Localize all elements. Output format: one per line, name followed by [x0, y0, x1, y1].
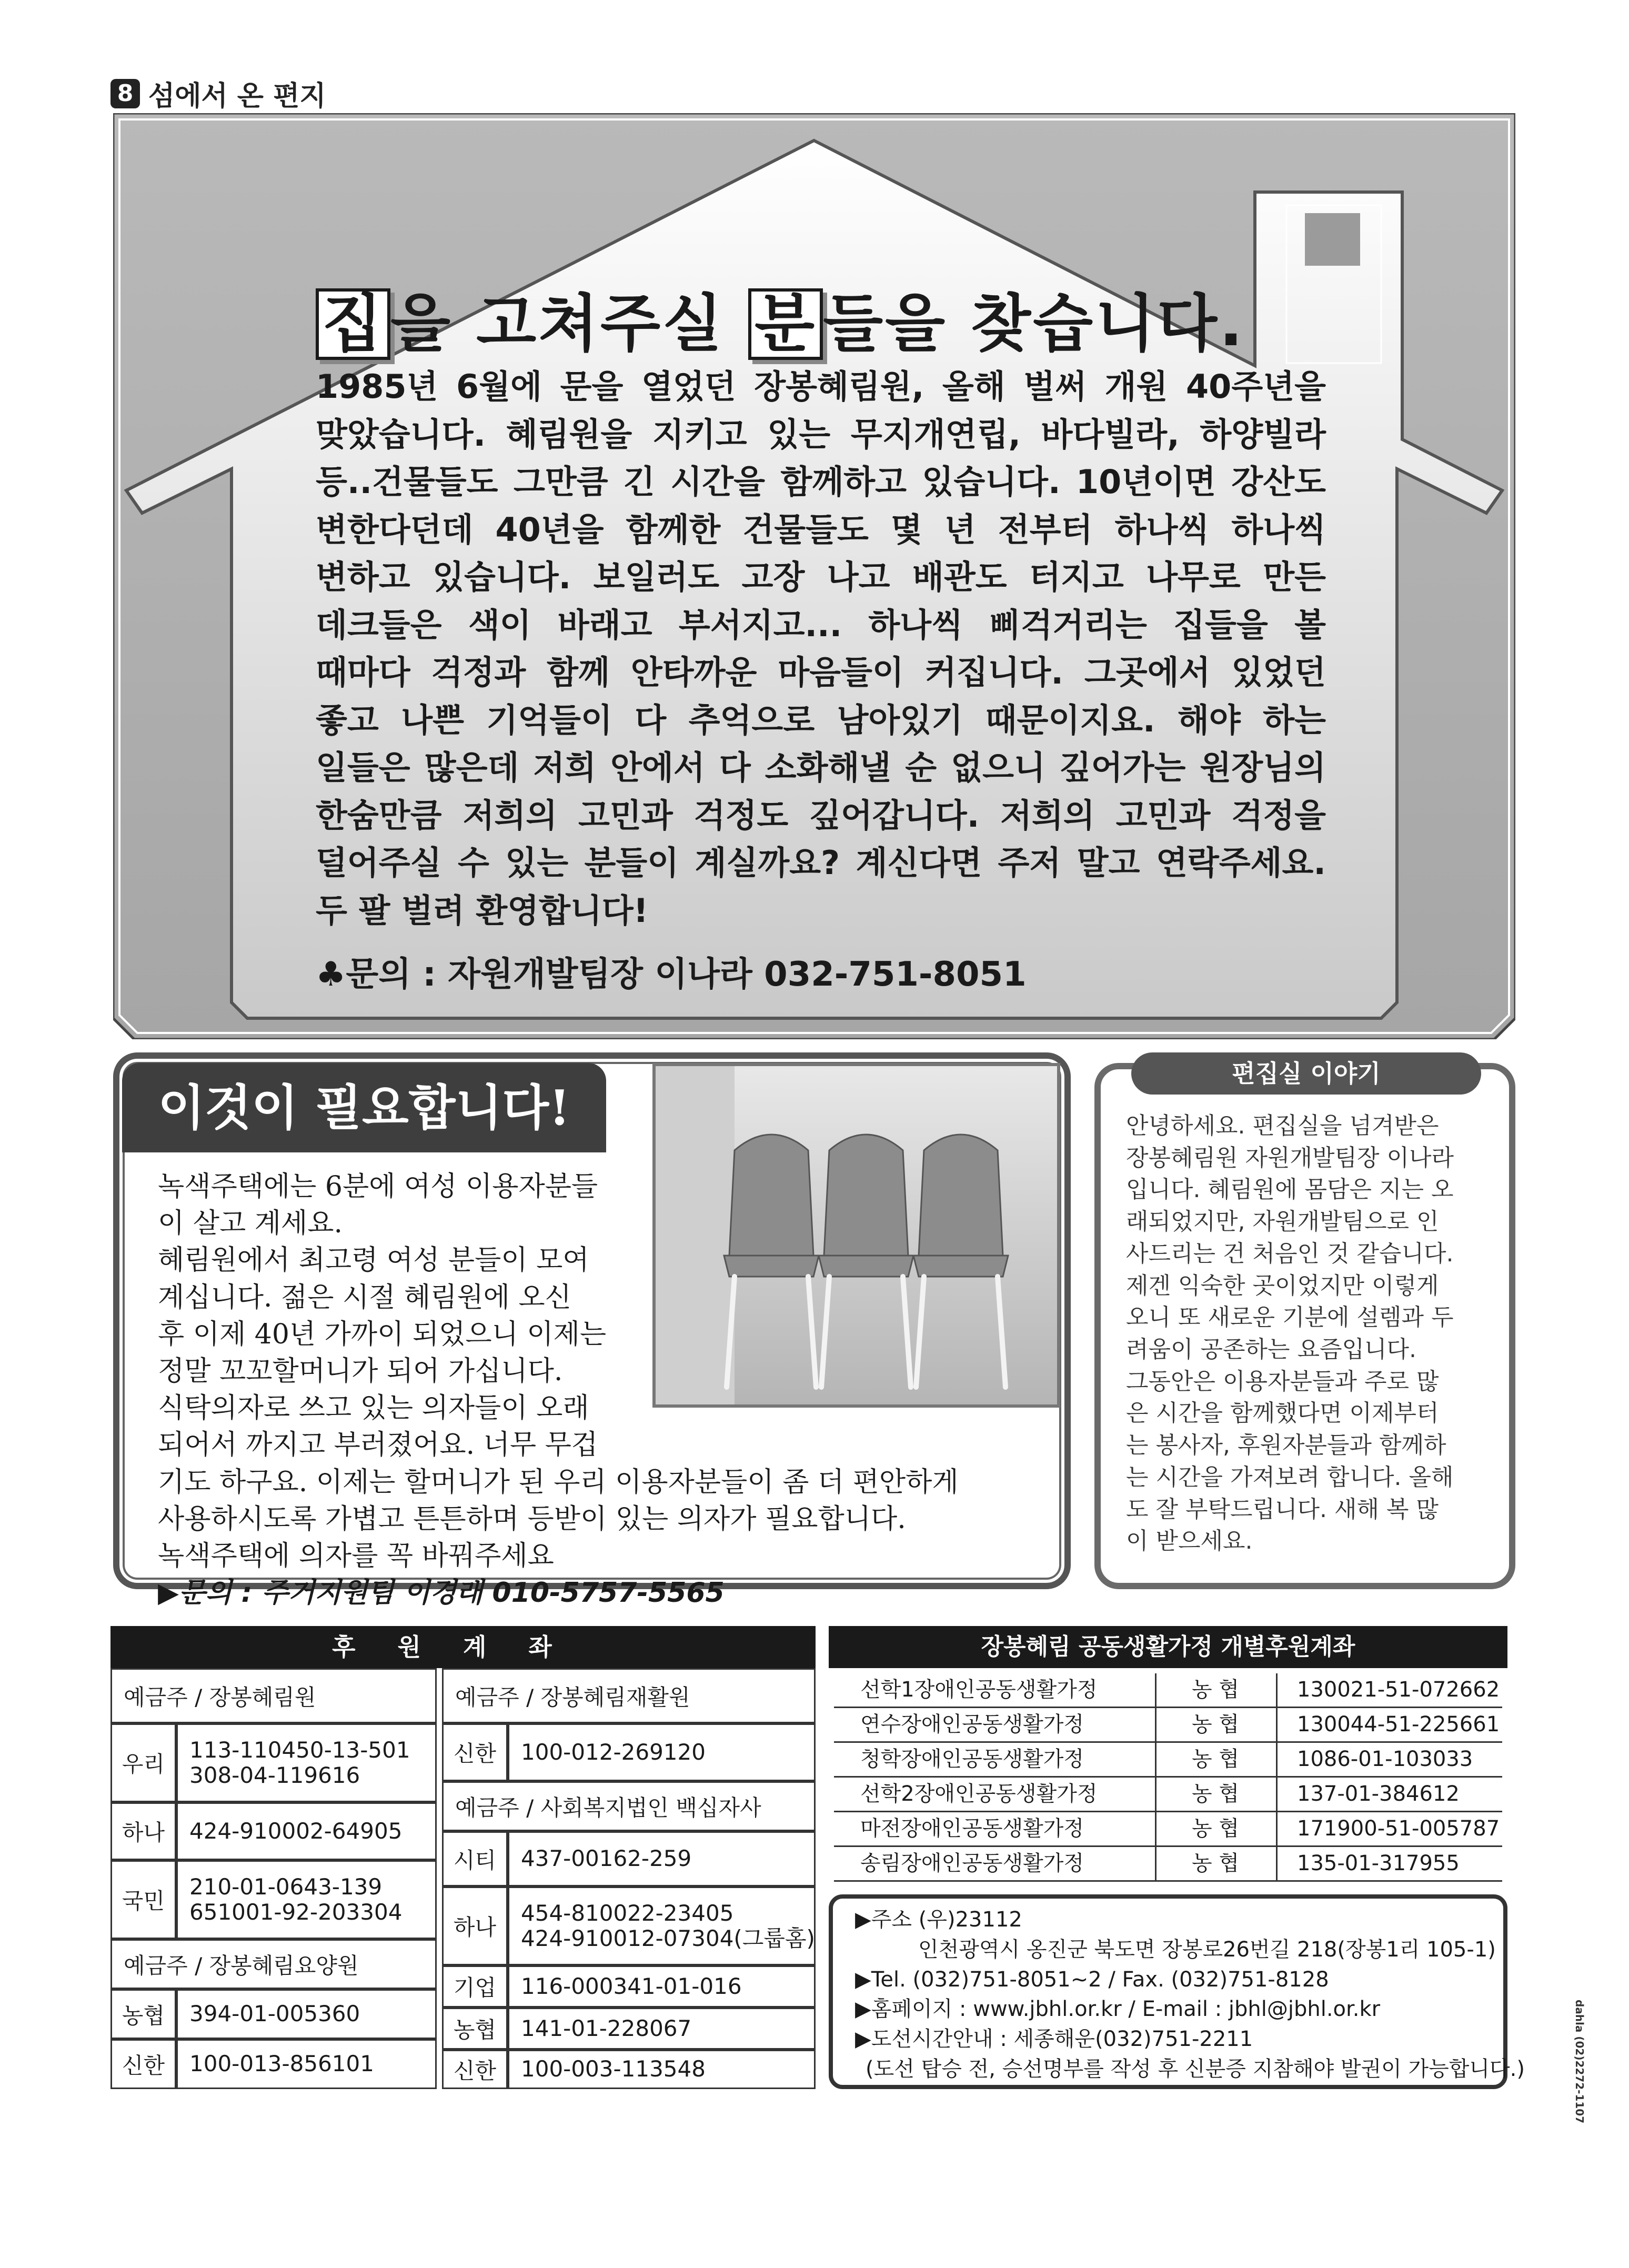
- bank-name: 하나: [442, 1886, 508, 1965]
- house-body-text: 1985년 6월에 문을 열었던 장봉혜림원, 올해 벌써 개원 40주년을 맞았습니다. 혜림원을 지키고 있는 무지개연립, 바다빌라, 하양빌라 등..건물들도 그만큼 긴 시간을 함께하고 있습니다. 10년이면 강산도 변한다던데 40년을 함께한 건물들도 몇 년 전부터 하나씩 하나씩 변하고 있습니다. 보일러도 고장 나고 배관도 터지고 나무로 만든 데크들은 색이 바래고 부서지고... 하나씩 삐걱거리는 집들을 볼 때마다 걱정과 함께 안타까운 마음들이 커집니다. 그곳에서 있었던 좋고 나쁜 기억들이 다 추억으로 남아있기 때문이지요. 해야 하는 일들은 많은데 저희 안에서 다 소화해낼 순 없으니 깊어가는 원장님의 한숨만큼 저희의 고민과 걱정도 깊어갑니다. 저희의 고민과 걱정을 덜어주실 수 있는 분들이 계실까요? 계신다면 주저 말고 연락주세요. 두 팔 벌려 환영합니다!: [316, 367, 1326, 930]
- need-line: 사용하시도록 가볍고 튼튼하며 등받이 있는 의자가 필요합니다.: [158, 1503, 906, 1535]
- address-street: 인천광역시 옹진군 북도면 장봉로26번길 218(장봉1리 105-1): [918, 1937, 1496, 1962]
- masthead: 섬에서 온 편지: [148, 81, 326, 112]
- account-line: 100-012-269120: [521, 1739, 706, 1765]
- account-line: 116-000341-01-016: [521, 1973, 742, 1999]
- account-line: 437-00162-259: [521, 1845, 692, 1872]
- editorial-line: 는 봉사자, 후원자분들과 함께하: [1126, 1432, 1446, 1459]
- home-bank: 농 협: [1155, 1708, 1276, 1743]
- group-home-title: 장봉혜림 공동생활가정 개별후원계좌: [829, 1626, 1507, 1668]
- account-line: 424-910002-64905: [189, 1818, 403, 1844]
- holder-label: 예금주 / 사회복지법인 백십자사: [442, 1781, 816, 1831]
- account-number: [176, 1989, 437, 2039]
- home-name: 선학2장애인공동생활가정: [834, 1778, 1155, 1812]
- account-line: 100-003-113548: [521, 2056, 706, 2082]
- need-line: 이 살고 계세요.: [158, 1208, 343, 1240]
- editorial-line: 제겐 익숙한 곳이었지만 이렇게: [1126, 1272, 1439, 1299]
- need-line: 되어서 까지고 부러졌어요. 너무 무겁: [158, 1429, 598, 1461]
- editorial-line: 은 시간을 함께했다면 이제부터: [1126, 1400, 1439, 1427]
- account-number: [176, 1860, 437, 1939]
- editorial-line: 는 시간을 가져보려 합니다. 올해: [1126, 1463, 1454, 1491]
- page-number: 8: [110, 79, 140, 108]
- address-ferry: ▶도선시간안내 : 세종해운(032)751-2211: [855, 2027, 1253, 2052]
- account-line: 141-01-228067: [521, 2015, 692, 2041]
- home-name: 청학장애인공동생활가정: [834, 1743, 1155, 1778]
- bank-name: 신한: [442, 2050, 508, 2089]
- printer-logo: dahla (02)2272-1107: [1573, 2000, 1586, 2124]
- account-line: 424-910012-07304(그룹홈): [521, 1925, 815, 1951]
- bank-name: 우리: [110, 1723, 176, 1802]
- address-web: ▶홈페이지 : www.jbhl.or.kr / E-mail : jbhl@jbhl.or.kr: [855, 1997, 1381, 2022]
- editorial-line: 안녕하세요. 편집실을 넘겨받은: [1126, 1112, 1439, 1139]
- address-phone: ▶Tel. (032)751-8051~2 / Fax. (032)751-8128: [855, 1967, 1329, 1992]
- title-text: 들을 찾습니다.: [823, 287, 1245, 360]
- title-text: 을 고쳐주실: [390, 287, 749, 360]
- home-account: 130021-51-072662: [1276, 1673, 1502, 1708]
- editorial-title: 편집실 이야기: [1131, 1052, 1481, 1095]
- need-contact: ▶문의 : 주거지원팀 이경래 010-5757-5565: [158, 1577, 725, 1609]
- account-line: 210-01-0643-139: [189, 1873, 383, 1900]
- home-name: 연수장애인공동생활가정: [834, 1708, 1155, 1743]
- editorial-line: 려움이 공존하는 요즘입니다.: [1126, 1336, 1417, 1363]
- bank-name: 하나: [110, 1802, 176, 1860]
- need-line: 혜림원에서 최고령 여성 분들이 모여: [158, 1245, 589, 1277]
- account-number: [176, 1802, 437, 1860]
- need-line: 계십니다. 젊은 시절 혜림원에 오신: [158, 1281, 571, 1313]
- home-name: 선학1장애인공동생활가정: [834, 1673, 1155, 1708]
- account-line: 394-01-005360: [189, 2001, 360, 2027]
- editorial-line: 오니 또 새로운 기분에 설렘과 두: [1126, 1304, 1454, 1331]
- account-number: [508, 1831, 816, 1886]
- editorial-line: 그동안은 이용자분들과 주로 많: [1126, 1368, 1439, 1395]
- home-name: 마전장애인공동생활가정: [834, 1812, 1155, 1847]
- bank-name: 국민: [110, 1860, 176, 1939]
- account-number: [508, 1965, 816, 2008]
- home-account: 135-01-317955: [1276, 1847, 1502, 1882]
- account-line: 651001-92-203304: [189, 1899, 403, 1925]
- account-number: [508, 2008, 816, 2050]
- account-number: [508, 1886, 816, 1965]
- bank-name: 시티: [442, 1831, 508, 1886]
- donation-title: 후원계좌: [110, 1626, 816, 1668]
- editorial-line: 사드리는 건 처음인 것 같습니다.: [1126, 1240, 1454, 1267]
- bank-name: 농협: [442, 2008, 508, 2050]
- account-number: [508, 2050, 816, 2089]
- home-account: 130044-51-225661: [1276, 1708, 1502, 1743]
- account-number: [508, 1723, 816, 1781]
- house-contact: ♣문의 : 자원개발팀장 이나라 032-751-8051: [316, 955, 1027, 994]
- need-line: 녹색주택에 의자를 꼭 바꿔주세요: [158, 1540, 554, 1572]
- group-home-table: [829, 1626, 1507, 1884]
- home-bank: 농 협: [1155, 1743, 1276, 1778]
- bank-name: 농협: [110, 1989, 176, 2039]
- home-account: 1086-01-103033: [1276, 1743, 1502, 1778]
- need-line: 녹색주택에는 6분에 여성 이용자분들: [158, 1171, 598, 1202]
- address-postcode: ▶주소 (우)23112: [855, 1908, 1022, 1932]
- editorial-body: [1126, 1110, 1489, 1558]
- home-bank: 농 협: [1155, 1812, 1276, 1847]
- need-title: 이것이 필요합니다!: [122, 1063, 606, 1152]
- bank-name: 기업: [442, 1965, 508, 2008]
- account-number: [176, 1723, 437, 1802]
- need-line: 후 이제 40년 가까이 되었으니 이제는: [158, 1318, 607, 1350]
- editorial-line: 이 받으세요.: [1126, 1528, 1253, 1555]
- account-line: 454-810022-23405: [521, 1900, 734, 1926]
- address-ferry-note: (도선 탑승 전, 승선명부를 작성 후 신분증 지참해야 발권이 가능합니다.): [866, 2056, 1525, 2081]
- col-divider: [1155, 1673, 1157, 1882]
- address-body: [855, 1905, 1525, 2084]
- editorial-line: 장봉혜림원 자원개발팀장 이나라: [1126, 1144, 1454, 1171]
- home-name: 송림장애인공동생활가정: [834, 1847, 1155, 1882]
- account-line: 113-110450-13-501: [189, 1737, 410, 1763]
- home-account: 137-01-384612: [1276, 1778, 1502, 1812]
- holder-label: 예금주 / 장봉혜림요양원: [110, 1939, 437, 1989]
- editorial-line: 도 잘 부탁드립니다. 새해 복 많: [1126, 1496, 1439, 1523]
- need-line: 기도 하구요. 이제는 할머니가 된 우리 이용자분들이 좀 더 편안하게: [158, 1466, 959, 1498]
- need-line: 정말 꼬꼬할머니가 되어 가십니다.: [158, 1355, 563, 1387]
- col-divider: [1276, 1673, 1278, 1882]
- holder-label: 예금주 / 장봉혜림재활원: [442, 1668, 816, 1723]
- editorial-line: 입니다. 혜림원에 몸담은 지는 오: [1126, 1176, 1454, 1203]
- bank-name: 신한: [110, 2039, 176, 2089]
- account-line: 308-04-119616: [189, 1762, 360, 1788]
- home-bank: 농 협: [1155, 1778, 1276, 1812]
- account-number: [176, 2039, 437, 2089]
- need-line: 식탁의자로 쓰고 있는 의자들이 오래: [158, 1392, 589, 1424]
- editorial-line: 래되었지만, 자원개발팀으로 인: [1126, 1208, 1439, 1236]
- home-account: 171900-51-005787: [1276, 1812, 1502, 1847]
- account-line: 100-013-856101: [189, 2051, 374, 2077]
- bank-name: 신한: [442, 1723, 508, 1781]
- donation-table: [110, 1626, 816, 2089]
- need-body: [158, 1168, 1052, 1611]
- home-bank: 농 협: [1155, 1673, 1276, 1708]
- title-boxed-char: 집: [316, 288, 390, 360]
- home-bank: 농 협: [1155, 1847, 1276, 1882]
- holder-label: 예금주 / 장봉혜림원: [110, 1668, 437, 1723]
- title-boxed-char: 분: [748, 288, 823, 360]
- house-title: [316, 274, 1245, 363]
